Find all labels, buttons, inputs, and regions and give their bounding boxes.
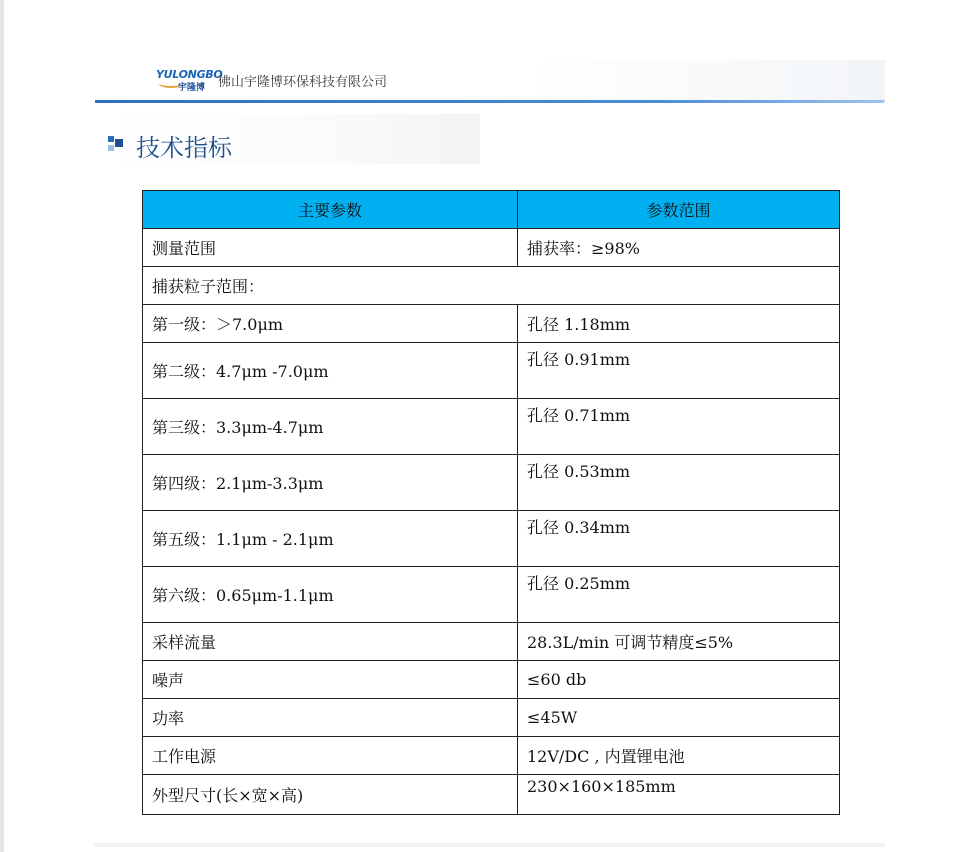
table-row	[143, 661, 840, 699]
value-cell: ≤45W	[518, 699, 840, 737]
logo-text: YULONGBO	[156, 68, 223, 81]
value-cell: 28.3L/min 可调节精度≤5%	[518, 623, 840, 661]
param-cell: 第二级：4.7μm -7.0μm	[143, 343, 518, 399]
param-cell: 第一级：＞7.0μm	[143, 305, 518, 343]
table-row	[143, 455, 840, 511]
table-row	[143, 511, 840, 567]
table-row	[143, 737, 840, 775]
param-cell: 采样流量	[143, 623, 518, 661]
param-cell: 捕获粒子范围：	[143, 267, 840, 305]
value-cell: ≤60 db	[518, 661, 840, 699]
table-row	[143, 775, 840, 815]
value-cell: 孔径 0.25mm	[518, 567, 840, 623]
value-cell: 12V/DC , 内置锂电池	[518, 737, 840, 775]
spec-table	[142, 190, 840, 815]
value-cell: 孔径 0.53mm	[518, 455, 840, 511]
document-header	[94, 60, 885, 100]
param-cell: 工作电源	[143, 737, 518, 775]
value-cell: 孔径 0.71mm	[518, 399, 840, 455]
header-rule	[95, 100, 885, 103]
param-cell: 第六级：0.65μm-1.1μm	[143, 567, 518, 623]
value-cell: 孔径 0.91mm	[518, 343, 840, 399]
logo-subtext: 宇隆博	[178, 83, 206, 93]
header-param: 主要参数	[143, 191, 518, 229]
param-cell: 测量范围	[143, 229, 518, 267]
value-cell: 230×160×185mm	[518, 775, 840, 815]
section-title: 技术指标	[136, 134, 232, 162]
param-cell: 第五级：1.1μm - 2.1μm	[143, 511, 518, 567]
param-cell: 外型尺寸(长×宽×高)	[143, 775, 518, 815]
table-row	[143, 623, 840, 661]
param-cell: 第四级：2.1μm-3.3μm	[143, 455, 518, 511]
table-row	[143, 399, 840, 455]
page-footer-strip	[94, 843, 885, 847]
value-cell: 孔径 1.18mm	[518, 305, 840, 343]
table-row	[143, 305, 840, 343]
table-row	[143, 567, 840, 623]
header-range: 参数范围	[518, 191, 840, 229]
company-logo	[156, 68, 223, 93]
section-heading	[100, 114, 480, 164]
param-cell: 第三级：3.3μm-4.7μm	[143, 399, 518, 455]
table-row	[143, 343, 840, 399]
table-row	[143, 229, 840, 267]
value-cell: 捕获率：≥98%	[518, 229, 840, 267]
company-name: 佛山宇隆博环保科技有限公司	[218, 75, 388, 90]
param-cell: 功率	[143, 699, 518, 737]
table-row	[143, 267, 840, 305]
value-cell: 孔径 0.34mm	[518, 511, 840, 567]
page-edge	[0, 0, 4, 852]
bullet-squares-icon	[108, 136, 124, 154]
param-cell: 噪声	[143, 661, 518, 699]
table-header-row	[143, 191, 840, 229]
table-row	[143, 699, 840, 737]
